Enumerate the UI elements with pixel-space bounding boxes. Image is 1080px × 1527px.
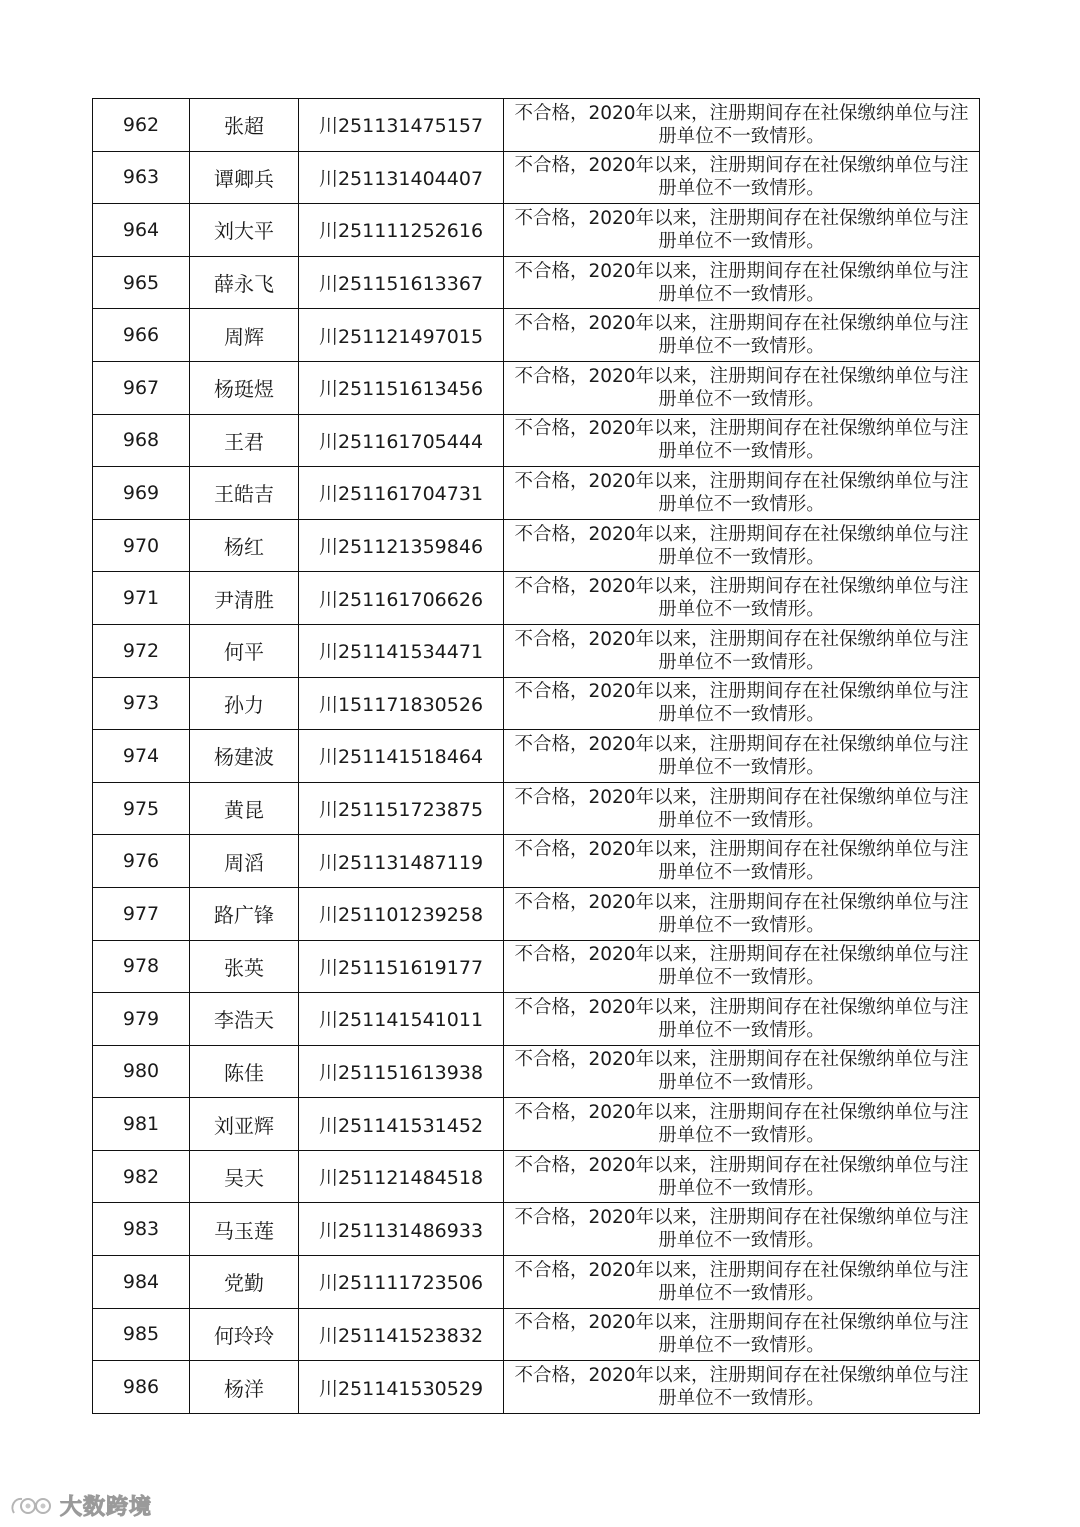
result-table-body	[93, 99, 980, 1414]
result-cell: 不合格，2020年以来，注册期间存在社保缴纳单位与注册单位不一致情形。	[504, 256, 980, 309]
certificate-number-cell: 川251151723875	[299, 782, 504, 835]
certificate-number-cell: 川251131487119	[299, 835, 504, 888]
result-table	[92, 98, 980, 1414]
table-row	[93, 467, 980, 520]
name-cell: 马玉莲	[190, 1203, 299, 1256]
name-cell: 吴天	[190, 1150, 299, 1203]
result-cell: 不合格，2020年以来，注册期间存在社保缴纳单位与注册单位不一致情形。	[504, 572, 980, 625]
result-cell: 不合格，2020年以来，注册期间存在社保缴纳单位与注册单位不一致情形。	[504, 467, 980, 520]
result-cell: 不合格，2020年以来，注册期间存在社保缴纳单位与注册单位不一致情形。	[504, 99, 980, 152]
table-row	[93, 1256, 980, 1309]
result-cell: 不合格，2020年以来，注册期间存在社保缴纳单位与注册单位不一致情形。	[504, 940, 980, 993]
row-number-cell: 975	[93, 782, 190, 835]
result-cell: 不合格，2020年以来，注册期间存在社保缴纳单位与注册单位不一致情形。	[504, 835, 980, 888]
certificate-number-cell: 川251151613456	[299, 361, 504, 414]
row-number-cell: 978	[93, 940, 190, 993]
certificate-number-cell: 川251131475157	[299, 99, 504, 152]
row-number-cell: 980	[93, 1045, 190, 1098]
row-number-cell: 970	[93, 519, 190, 572]
name-cell: 路广锋	[190, 887, 299, 940]
table-row	[93, 730, 980, 783]
table-row	[93, 677, 980, 730]
certificate-number-cell: 川251141541011	[299, 993, 504, 1046]
result-cell: 不合格，2020年以来，注册期间存在社保缴纳单位与注册单位不一致情形。	[504, 519, 980, 572]
result-cell: 不合格，2020年以来，注册期间存在社保缴纳单位与注册单位不一致情形。	[504, 993, 980, 1046]
result-cell: 不合格，2020年以来，注册期间存在社保缴纳单位与注册单位不一致情形。	[504, 1308, 980, 1361]
table-row	[93, 1203, 980, 1256]
row-number-cell: 965	[93, 256, 190, 309]
name-cell: 薛永飞	[190, 256, 299, 309]
table-row	[93, 940, 980, 993]
result-cell: 不合格，2020年以来，注册期间存在社保缴纳单位与注册单位不一致情形。	[504, 1045, 980, 1098]
document-sheet	[92, 98, 980, 1414]
certificate-number-cell: 川251141530529	[299, 1361, 504, 1414]
table-row	[93, 1098, 980, 1151]
table-row	[93, 204, 980, 257]
result-cell: 不合格，2020年以来，注册期间存在社保缴纳单位与注册单位不一致情形。	[504, 782, 980, 835]
result-cell: 不合格，2020年以来，注册期间存在社保缴纳单位与注册单位不一致情形。	[504, 414, 980, 467]
certificate-number-cell: 川251151613367	[299, 256, 504, 309]
result-cell: 不合格，2020年以来，注册期间存在社保缴纳单位与注册单位不一致情形。	[504, 361, 980, 414]
certificate-number-cell: 川251111723506	[299, 1256, 504, 1309]
table-row	[93, 309, 980, 362]
row-number-cell: 964	[93, 204, 190, 257]
certificate-number-cell: 川251151613938	[299, 1045, 504, 1098]
certificate-number-cell: 川251131404407	[299, 151, 504, 204]
row-number-cell: 982	[93, 1150, 190, 1203]
row-number-cell: 981	[93, 1098, 190, 1151]
name-cell: 陈佳	[190, 1045, 299, 1098]
row-number-cell: 983	[93, 1203, 190, 1256]
row-number-cell: 972	[93, 624, 190, 677]
result-cell: 不合格，2020年以来，注册期间存在社保缴纳单位与注册单位不一致情形。	[504, 1256, 980, 1309]
table-row	[93, 1308, 980, 1361]
name-cell: 孙力	[190, 677, 299, 730]
result-cell: 不合格，2020年以来，注册期间存在社保缴纳单位与注册单位不一致情形。	[504, 730, 980, 783]
certificate-number-cell: 川151171830526	[299, 677, 504, 730]
row-number-cell: 974	[93, 730, 190, 783]
table-row	[93, 624, 980, 677]
certificate-number-cell: 川251121484518	[299, 1150, 504, 1203]
certificate-number-cell: 川251111252616	[299, 204, 504, 257]
table-row	[93, 993, 980, 1046]
name-cell: 周辉	[190, 309, 299, 362]
name-cell: 何玲玲	[190, 1308, 299, 1361]
name-cell: 刘大平	[190, 204, 299, 257]
name-cell: 王君	[190, 414, 299, 467]
logo-icon	[8, 1493, 56, 1519]
table-row	[93, 1045, 980, 1098]
certificate-number-cell: 川251131486933	[299, 1203, 504, 1256]
certificate-number-cell: 川251121359846	[299, 519, 504, 572]
name-cell: 谭卿兵	[190, 151, 299, 204]
table-row	[93, 782, 980, 835]
watermark-text: 大数跨境	[60, 1495, 153, 1520]
result-cell: 不合格，2020年以来，注册期间存在社保缴纳单位与注册单位不一致情形。	[504, 677, 980, 730]
result-cell: 不合格，2020年以来，注册期间存在社保缴纳单位与注册单位不一致情形。	[504, 309, 980, 362]
row-number-cell: 986	[93, 1361, 190, 1414]
name-cell: 杨建波	[190, 730, 299, 783]
result-cell: 不合格，2020年以来，注册期间存在社保缴纳单位与注册单位不一致情形。	[504, 204, 980, 257]
table-row	[93, 835, 980, 888]
row-number-cell: 971	[93, 572, 190, 625]
row-number-cell: 979	[93, 993, 190, 1046]
certificate-number-cell: 川251161705444	[299, 414, 504, 467]
name-cell: 杨洋	[190, 1361, 299, 1414]
table-row	[93, 361, 980, 414]
result-cell: 不合格，2020年以来，注册期间存在社保缴纳单位与注册单位不一致情形。	[504, 624, 980, 677]
name-cell: 尹清胜	[190, 572, 299, 625]
name-cell: 杨珽煜	[190, 361, 299, 414]
table-row	[93, 99, 980, 152]
result-cell: 不合格，2020年以来，注册期间存在社保缴纳单位与注册单位不一致情形。	[504, 1150, 980, 1203]
table-row	[93, 572, 980, 625]
row-number-cell: 985	[93, 1308, 190, 1361]
row-number-cell: 968	[93, 414, 190, 467]
watermark	[8, 1490, 152, 1521]
result-cell: 不合格，2020年以来，注册期间存在社保缴纳单位与注册单位不一致情形。	[504, 1098, 980, 1151]
table-row	[93, 519, 980, 572]
name-cell: 杨红	[190, 519, 299, 572]
row-number-cell: 966	[93, 309, 190, 362]
table-row	[93, 414, 980, 467]
certificate-number-cell: 川251161706626	[299, 572, 504, 625]
result-cell: 不合格，2020年以来，注册期间存在社保缴纳单位与注册单位不一致情形。	[504, 887, 980, 940]
name-cell: 李浩天	[190, 993, 299, 1046]
certificate-number-cell: 川251141518464	[299, 730, 504, 783]
row-number-cell: 973	[93, 677, 190, 730]
table-row	[93, 151, 980, 204]
certificate-number-cell: 川251101239258	[299, 887, 504, 940]
name-cell: 黄昆	[190, 782, 299, 835]
result-cell: 不合格，2020年以来，注册期间存在社保缴纳单位与注册单位不一致情形。	[504, 151, 980, 204]
row-number-cell: 963	[93, 151, 190, 204]
row-number-cell: 967	[93, 361, 190, 414]
name-cell: 王皓吉	[190, 467, 299, 520]
name-cell: 周滔	[190, 835, 299, 888]
table-row	[93, 887, 980, 940]
certificate-number-cell: 川251141534471	[299, 624, 504, 677]
row-number-cell: 977	[93, 887, 190, 940]
certificate-number-cell: 川251121497015	[299, 309, 504, 362]
row-number-cell: 962	[93, 99, 190, 152]
name-cell: 何平	[190, 624, 299, 677]
result-cell: 不合格，2020年以来，注册期间存在社保缴纳单位与注册单位不一致情形。	[504, 1361, 980, 1414]
row-number-cell: 976	[93, 835, 190, 888]
certificate-number-cell: 川251141523832	[299, 1308, 504, 1361]
table-row	[93, 1150, 980, 1203]
table-row	[93, 1361, 980, 1414]
name-cell: 张超	[190, 99, 299, 152]
certificate-number-cell: 川251141531452	[299, 1098, 504, 1151]
table-row	[93, 256, 980, 309]
row-number-cell: 984	[93, 1256, 190, 1309]
name-cell: 张英	[190, 940, 299, 993]
certificate-number-cell: 川251151619177	[299, 940, 504, 993]
name-cell: 刘亚辉	[190, 1098, 299, 1151]
result-cell: 不合格，2020年以来，注册期间存在社保缴纳单位与注册单位不一致情形。	[504, 1203, 980, 1256]
name-cell: 党勤	[190, 1256, 299, 1309]
row-number-cell: 969	[93, 467, 190, 520]
certificate-number-cell: 川251161704731	[299, 467, 504, 520]
